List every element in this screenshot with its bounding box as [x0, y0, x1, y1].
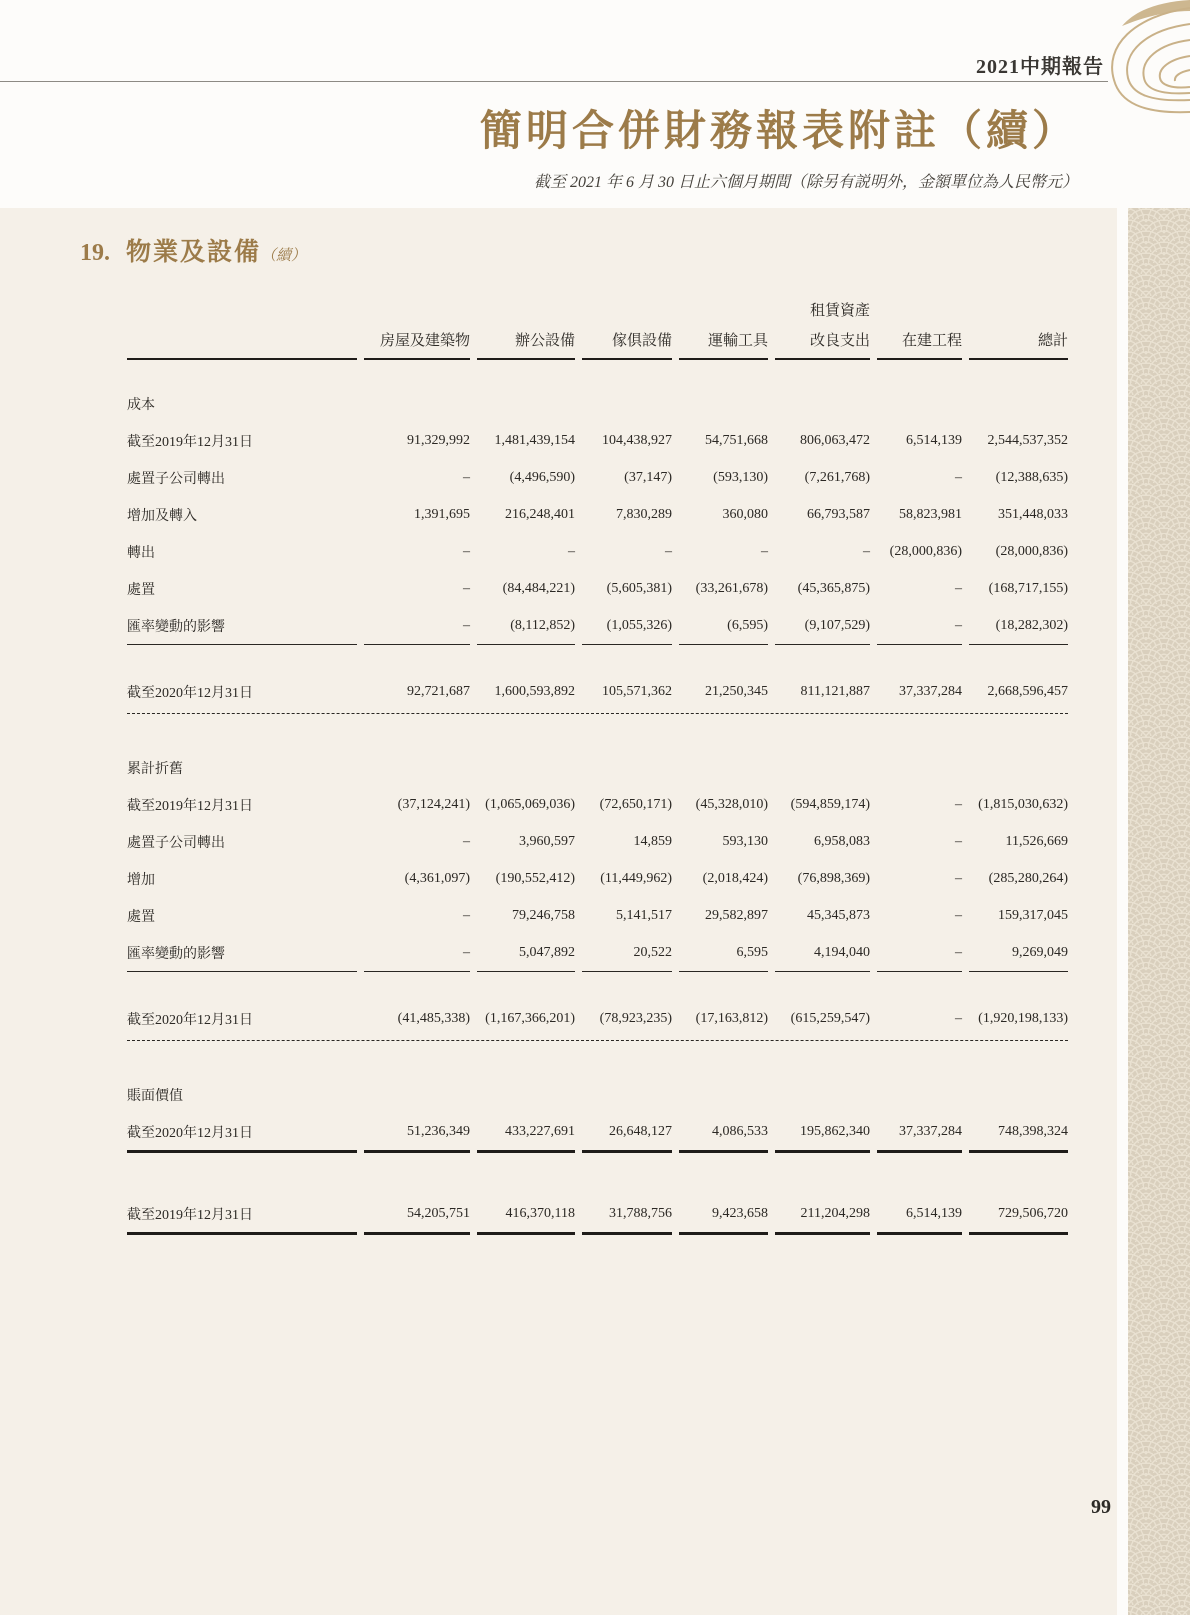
value-cell: (45,328,010)	[695, 796, 768, 812]
column-header: 辦公設備	[477, 324, 575, 360]
value-cell: (8,112,852)	[477, 607, 575, 645]
value-cell: (1,920,198,133)	[978, 1010, 1068, 1026]
value-cell: 51,236,349	[364, 1113, 470, 1153]
spacer-row	[127, 714, 1068, 750]
value-cell: (17,163,812)	[695, 1010, 768, 1026]
value-cell: –	[364, 934, 470, 972]
row-label: 截至2020年12月31日	[127, 1012, 253, 1028]
value-cell: 31,788,756	[582, 1195, 672, 1235]
row-label: 處置	[127, 582, 155, 598]
value-cell: 433,227,691	[477, 1113, 575, 1153]
column-header-upper	[364, 294, 470, 324]
table-row	[127, 897, 1068, 934]
column-header-upper	[877, 294, 962, 324]
value-cell: (37,147)	[624, 469, 672, 485]
row-label: 匯率變動的影響	[127, 607, 357, 645]
table-row	[127, 533, 1068, 570]
value-cell: –	[955, 580, 962, 596]
column-header: 運輸工具	[679, 324, 768, 360]
value-cell: –	[877, 934, 962, 972]
value-cell: (1,055,326)	[582, 607, 672, 645]
value-cell: 4,194,040	[775, 934, 870, 972]
value-cell: 9,269,049	[969, 934, 1068, 972]
spacer-cell	[127, 972, 1068, 1000]
group-heading-row	[127, 386, 1068, 422]
value-cell: 14,859	[633, 833, 672, 849]
table-row	[127, 860, 1068, 897]
value-cell: 6,958,083	[814, 833, 870, 849]
column-header: 房屋及建築物	[364, 324, 470, 360]
value-cell: 6,595	[679, 934, 768, 972]
column-header-upper	[477, 294, 575, 324]
value-cell: (4,361,097)	[404, 870, 470, 886]
value-cell: (41,485,338)	[397, 1010, 470, 1026]
value-cell: 811,121,887	[800, 683, 870, 699]
value-cell: (594,859,174)	[790, 796, 870, 812]
row-label: 處置子公司轉出	[127, 835, 225, 851]
value-cell: (7,261,768)	[804, 469, 870, 485]
value-cell: –	[877, 607, 962, 645]
table-row	[127, 1113, 1068, 1153]
value-cell: –	[955, 1010, 962, 1026]
group-heading-row	[127, 1077, 1068, 1113]
value-cell: (28,000,836)	[889, 543, 962, 559]
column-header-upper	[679, 294, 768, 324]
value-cell: –	[463, 580, 470, 596]
value-cell: 1,391,695	[414, 506, 470, 522]
value-cell: 21,250,345	[705, 683, 768, 699]
value-cell: 37,337,284	[877, 1113, 962, 1153]
value-cell: (76,898,369)	[797, 870, 870, 886]
value-cell: 58,823,981	[899, 506, 962, 522]
table-row	[127, 823, 1068, 860]
value-cell: 3,960,597	[519, 833, 575, 849]
table-row	[127, 934, 1068, 972]
group-heading-row	[127, 750, 1068, 786]
value-cell: 351,448,033	[998, 506, 1068, 522]
value-cell: 6,514,139	[877, 1195, 962, 1235]
value-cell: (72,650,171)	[599, 796, 672, 812]
value-cell: (285,280,264)	[988, 870, 1068, 886]
row-label: 截至2020年12月31日	[127, 1113, 357, 1153]
value-cell: 26,648,127	[582, 1113, 672, 1153]
value-cell: (37,124,241)	[397, 796, 470, 812]
section-continued: （續）	[261, 248, 307, 264]
value-cell: –	[463, 833, 470, 849]
value-cell: –	[761, 543, 768, 559]
report-label: 2021中期報告	[976, 56, 1104, 78]
value-cell: 806,063,472	[800, 432, 870, 448]
value-cell: –	[955, 796, 962, 812]
doc-subtitle: 截至 2021 年 6 月 30 日止六個月期間（除另有説明外，金額單位為人民幣元）	[533, 174, 1078, 191]
value-cell: (1,167,366,201)	[485, 1010, 575, 1026]
table-row	[127, 1195, 1068, 1235]
spacer-row	[127, 972, 1068, 1000]
spacer-cell	[127, 1041, 1068, 1077]
table-header-row	[127, 324, 1068, 360]
value-cell: 79,246,758	[512, 907, 575, 923]
value-cell: 416,370,118	[477, 1195, 575, 1235]
seigaiha-pattern-strip	[1128, 208, 1190, 1615]
value-cell: 66,793,587	[807, 506, 870, 522]
column-header: 傢俱設備	[582, 324, 672, 360]
row-label: 截至2020年12月31日	[127, 685, 253, 701]
value-cell: (12,388,635)	[995, 469, 1068, 485]
value-cell: 2,544,537,352	[987, 432, 1068, 448]
value-cell: 29,582,897	[705, 907, 768, 923]
value-cell: –	[463, 469, 470, 485]
row-label: 截至2019年12月31日	[127, 434, 253, 450]
value-cell: 195,862,340	[775, 1113, 870, 1153]
value-cell: 45,345,873	[807, 907, 870, 923]
column-header-upper	[582, 294, 672, 324]
value-cell: 2,668,596,457	[987, 683, 1068, 699]
value-cell: (4,496,590)	[509, 469, 575, 485]
value-cell: 20,522	[582, 934, 672, 972]
table-header-row-top	[127, 294, 1068, 324]
financial-table	[120, 294, 1075, 1235]
spacer-row	[127, 360, 1068, 386]
value-cell: (2,018,424)	[702, 870, 768, 886]
table-row	[127, 786, 1068, 823]
column-header-upper	[969, 294, 1068, 324]
row-label: 截至2019年12月31日	[127, 798, 253, 814]
value-cell: (168,717,155)	[988, 580, 1068, 596]
row-label: 增加及轉入	[127, 508, 197, 524]
spacer-cell	[127, 1153, 1068, 1195]
value-cell: –	[955, 833, 962, 849]
value-cell: 159,317,045	[998, 907, 1068, 923]
value-cell: (593,130)	[713, 469, 768, 485]
spacer-row	[127, 645, 1068, 673]
table-row	[127, 570, 1068, 607]
content-area	[0, 208, 1117, 1615]
spacer-cell	[127, 360, 1068, 386]
page-number: 99	[1091, 1496, 1111, 1518]
value-cell: 216,248,401	[505, 506, 575, 522]
value-cell: 105,571,362	[602, 683, 672, 699]
table-row	[127, 607, 1068, 645]
value-cell: (5,605,381)	[606, 580, 672, 596]
value-cell: 729,506,720	[969, 1195, 1068, 1235]
value-cell: (84,484,221)	[502, 580, 575, 596]
value-cell: (615,259,547)	[790, 1010, 870, 1026]
value-cell: 54,205,751	[364, 1195, 470, 1235]
value-cell: 37,337,284	[899, 683, 962, 699]
value-cell: 360,080	[722, 506, 768, 522]
header-spacer-cell	[127, 294, 357, 324]
value-cell: 5,141,517	[616, 907, 672, 923]
value-cell: 91,329,992	[407, 432, 470, 448]
value-cell: 211,204,298	[775, 1195, 870, 1235]
value-cell: –	[955, 469, 962, 485]
value-cell: 9,423,658	[679, 1195, 768, 1235]
value-cell: –	[863, 543, 870, 559]
value-cell: (6,595)	[679, 607, 768, 645]
group-heading: 累計折舊	[127, 762, 183, 777]
value-cell: –	[955, 907, 962, 923]
value-cell: 7,830,289	[616, 506, 672, 522]
column-header: 在建工程	[877, 324, 962, 360]
header-spacer-cell	[127, 324, 357, 360]
value-cell: (45,365,875)	[797, 580, 870, 596]
column-header: 改良支出	[775, 324, 870, 360]
spacer-cell	[127, 645, 1068, 673]
header-rule	[0, 81, 1108, 82]
value-cell: (11,449,962)	[600, 870, 672, 886]
section-heading	[0, 208, 1117, 268]
spacer-cell	[127, 714, 1068, 750]
table-row	[127, 673, 1068, 710]
column-header: 總計	[969, 324, 1068, 360]
value-cell: –	[364, 607, 470, 645]
row-label: 增加	[127, 872, 155, 888]
row-label: 截至2019年12月31日	[127, 1195, 357, 1235]
value-cell: 54,751,668	[705, 432, 768, 448]
table-row	[127, 459, 1068, 496]
value-cell: (18,282,302)	[969, 607, 1068, 645]
row-label: 處置	[127, 909, 155, 925]
value-cell: (1,815,030,632)	[978, 796, 1068, 812]
group-heading: 賬面價值	[127, 1089, 183, 1104]
section-number: 19.	[80, 240, 110, 266]
value-cell: –	[955, 870, 962, 886]
value-cell: (190,552,412)	[495, 870, 575, 886]
group-heading: 成本	[127, 398, 155, 413]
value-cell: –	[463, 543, 470, 559]
spacer-row	[127, 1153, 1068, 1195]
value-cell: 1,481,439,154	[494, 432, 575, 448]
row-label: 轉出	[127, 545, 155, 561]
value-cell: –	[568, 543, 575, 559]
value-cell: 5,047,892	[477, 934, 575, 972]
value-cell: 6,514,139	[906, 432, 962, 448]
value-cell: (28,000,836)	[995, 543, 1068, 559]
value-cell: 593,130	[722, 833, 768, 849]
doc-title: 簡明合併財務報表附註（續）	[479, 109, 1078, 155]
row-label: 匯率變動的影響	[127, 934, 357, 972]
value-cell: (1,065,069,036)	[485, 796, 575, 812]
value-cell: (9,107,529)	[775, 607, 870, 645]
value-cell: 1,600,593,892	[494, 683, 575, 699]
table-row	[127, 422, 1068, 459]
value-cell: (78,923,235)	[599, 1010, 672, 1026]
value-cell: 748,398,324	[969, 1113, 1068, 1153]
value-cell: 104,438,927	[602, 432, 672, 448]
value-cell: 92,721,687	[407, 683, 470, 699]
value-cell: –	[463, 907, 470, 923]
spacer-row	[127, 1041, 1068, 1077]
column-header-upper: 租賃資產	[809, 303, 870, 319]
page-header-band	[0, 0, 1190, 208]
value-cell: –	[665, 543, 672, 559]
value-cell: 4,086,533	[679, 1113, 768, 1153]
section-title: 物業及設備	[126, 239, 262, 266]
value-cell: 11,526,669	[1005, 833, 1068, 849]
table-row	[127, 1000, 1068, 1037]
row-label: 處置子公司轉出	[127, 471, 225, 487]
value-cell: (33,261,678)	[695, 580, 768, 596]
table-row	[127, 496, 1068, 533]
